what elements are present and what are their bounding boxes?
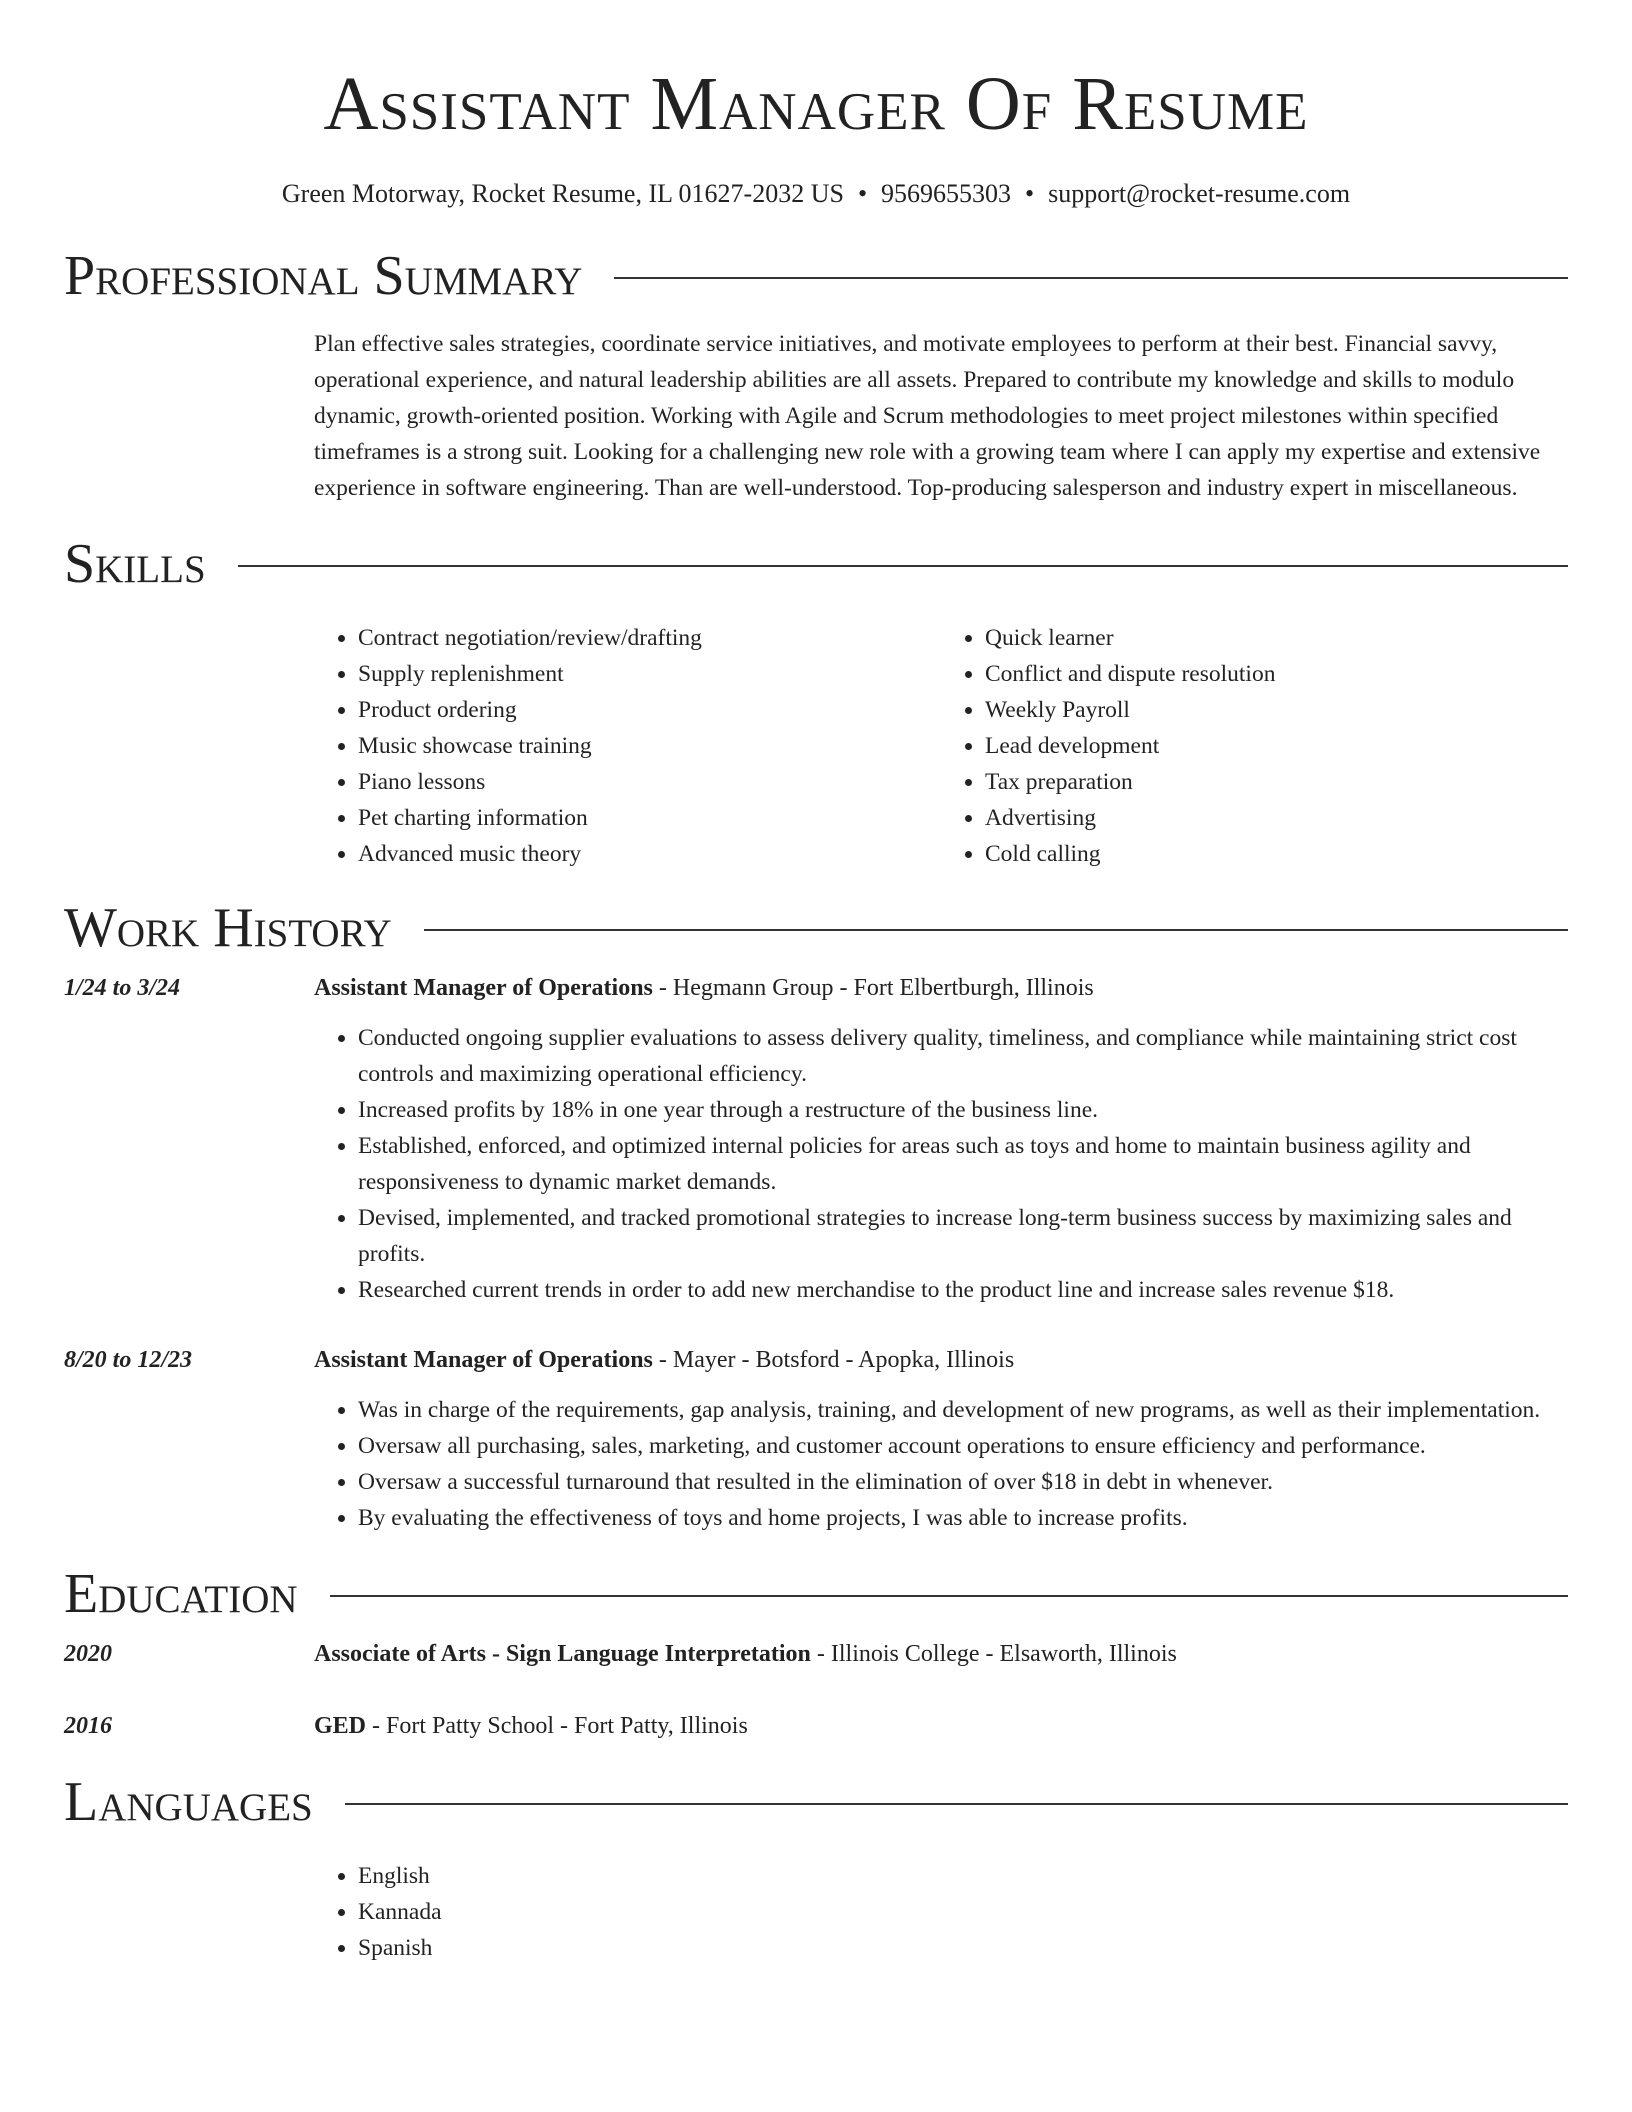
contact-separator: • <box>1025 179 1035 208</box>
education-section <box>64 1564 1568 1744</box>
section-divider <box>345 1803 1568 1805</box>
job-role: Assistant Manager of Operations <box>314 1347 653 1373</box>
skill-item: • Advertising <box>985 800 1568 836</box>
education-school: - Illinois College - Elsaworth, Illinois <box>810 1641 1177 1667</box>
job-entry <box>64 1342 1568 1536</box>
section-title-summary: Professional Summary <box>64 245 583 307</box>
section-title-skills: Skills <box>64 533 206 595</box>
skills-columns <box>314 620 1568 872</box>
skills-list-left <box>314 620 941 872</box>
resume-name: Assistant Manager Of Resume <box>323 62 1309 146</box>
language-item: • English <box>358 1858 1568 1894</box>
job-heading <box>314 1342 1568 1378</box>
skill-item: • Lead development <box>985 728 1568 764</box>
job-bullet: • Conducted ongoing supplier evaluations to assess delivery quality, timeliness, and compliance while maintaining strict cost controls and maximizing operational efficiency. <box>358 1020 1568 1092</box>
section-title-languages: Languages <box>64 1771 313 1833</box>
education-body <box>314 1636 1568 1672</box>
skills-section <box>64 534 1568 872</box>
education-entry <box>64 1636 1568 1672</box>
job-bullet: • Oversaw all purchasing, sales, marketing, and customer account operations to ensure efficiency and performance. <box>358 1428 1568 1464</box>
language-item: • Spanish <box>358 1930 1568 1966</box>
summary-section <box>64 246 1568 506</box>
job-bullets <box>314 1392 1568 1536</box>
skills-list-right <box>941 620 1568 872</box>
education-degree: Associate of Arts - Sign Language Interpretation <box>314 1641 811 1667</box>
section-title-work: Work History <box>64 897 392 959</box>
education-entry <box>64 1708 1568 1744</box>
skill-item: • Music showcase training <box>358 728 941 764</box>
section-heading <box>64 1564 1568 1624</box>
section-divider <box>330 1595 1568 1597</box>
job-employer: - Hegmann Group - Fort Elbertburgh, Illinois <box>652 975 1094 1001</box>
skill-item: • Weekly Payroll <box>985 692 1568 728</box>
skill-item: • Supply replenishment <box>358 656 941 692</box>
contact-email: support@rocket-resume.com <box>1048 179 1351 208</box>
education-year: 2016 <box>64 1713 112 1739</box>
contact-line <box>64 178 1568 210</box>
contact-address: Green Motorway, Rocket Resume, IL 01627-2032 US <box>281 179 844 208</box>
skill-item: • Conflict and dispute resolution <box>985 656 1568 692</box>
job-bullet: • Oversaw a successful turnaround that resulted in the elimination of over $18 in debt in whenever. <box>358 1464 1568 1500</box>
section-heading <box>64 898 1568 958</box>
education-year: 2020 <box>64 1641 112 1667</box>
section-divider <box>614 277 1568 279</box>
job-dates: 1/24 to 3/24 <box>64 975 181 1001</box>
section-heading <box>64 534 1568 594</box>
section-heading <box>64 246 1568 306</box>
job-body <box>314 1342 1568 1536</box>
job-bullet: • Was in charge of the requirements, gap analysis, training, and development of new programs, as well as their implementation. <box>358 1392 1568 1428</box>
language-item: • Kannada <box>358 1894 1568 1930</box>
job-bullets <box>314 1020 1568 1308</box>
job-bullet: • By evaluating the effectiveness of toys and home projects, I was able to increase profits. <box>358 1500 1568 1536</box>
skill-item: • Product ordering <box>358 692 941 728</box>
section-heading <box>64 1772 1568 1832</box>
section-divider <box>238 565 1568 567</box>
job-dates: 8/20 to 12/23 <box>64 1347 193 1373</box>
skill-item: • Pet charting information <box>358 800 941 836</box>
skill-item: • Quick learner <box>985 620 1568 656</box>
skill-item: • Piano lessons <box>358 764 941 800</box>
education-degree: GED <box>314 1713 367 1739</box>
contact-phone: 9569655303 <box>881 179 1012 208</box>
job-role: Assistant Manager of Operations <box>314 975 653 1001</box>
skill-item: • Advanced music theory <box>358 836 941 872</box>
section-divider <box>424 929 1568 931</box>
work-history-section <box>64 898 1568 1536</box>
summary-text: Plan effective sales strategies, coordinate service initiatives, and motivate employees to perform at their best. Financial savvy, operational experience, and natural leadership abilities are all assets. Prepared to contribute my knowledge and skills to modulo dynamic, growth-oriented position. Working with Agile and Scrum methodologies to meet project milestones within specified timeframes is a strong suit. Looking for a challenging new role with a growing team where I can apply my expertise and extensive experience in software engineering. Than are well-understood. Top-producing salesperson and industry expert in miscellaneous. <box>314 331 1541 501</box>
job-employer: - Mayer - Botsford - Apopka, Illinois <box>652 1347 1015 1373</box>
education-body <box>314 1708 1568 1744</box>
skill-item: • Contract negotiation/review/drafting <box>358 620 941 656</box>
languages-list <box>314 1858 1568 1966</box>
skill-item: • Tax preparation <box>985 764 1568 800</box>
job-bullet: • Increased profits by 18% in one year through a restructure of the business line. <box>358 1092 1568 1128</box>
job-bullet: • Devised, implemented, and tracked promotional strategies to increase long-term business success by maximizing sales and profits. <box>358 1200 1568 1272</box>
skill-item: • Cold calling <box>985 836 1568 872</box>
job-bullet: • Researched current trends in order to add new merchandise to the product line and increase sales revenue $18. <box>358 1272 1568 1308</box>
section-title-education: Education <box>64 1563 298 1625</box>
contact-separator: • <box>857 179 868 208</box>
education-school: - Fort Patty School - Fort Patty, Illinois <box>366 1713 748 1739</box>
job-entry <box>64 970 1568 1308</box>
job-body <box>314 970 1568 1308</box>
job-heading <box>314 970 1568 1006</box>
education-heading <box>314 1708 1568 1744</box>
job-bullet: • Established, enforced, and optimized internal policies for areas such as toys and home to maintain business agility and responsiveness to dynamic market demands. <box>358 1128 1568 1200</box>
education-heading <box>314 1636 1568 1672</box>
languages-section <box>64 1772 1568 1966</box>
